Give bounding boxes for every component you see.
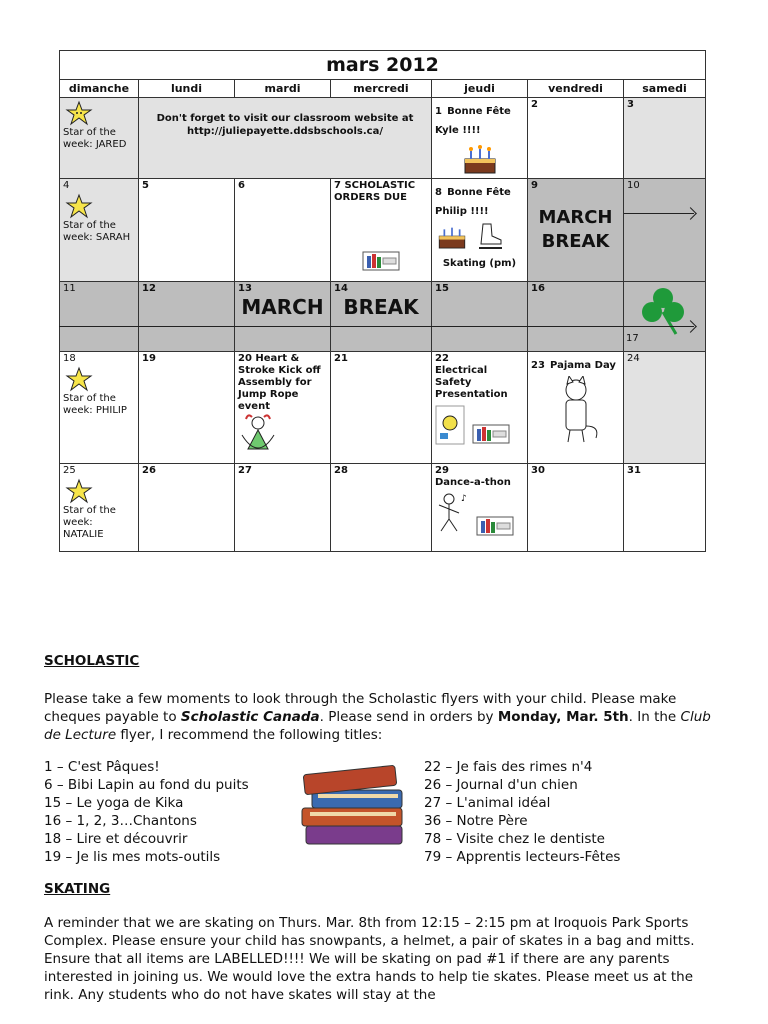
day-cell (139, 464, 235, 552)
star-of-week: Star of the week: SARAH (63, 220, 131, 243)
day-cell (624, 98, 706, 179)
day-number: 25 (63, 465, 76, 476)
books-icon (475, 513, 515, 537)
list-item: 6 – Bibi Lapin au fond du puits (44, 777, 249, 793)
list-item: 79 – Apprentis lecteurs-Fêtes (424, 849, 621, 865)
day-cell (624, 464, 706, 552)
birthday-cake-icon (460, 143, 500, 177)
star-of-week-cell (60, 179, 139, 282)
day-number: 15 (435, 283, 449, 294)
day-cell (624, 352, 706, 464)
star-of-week: Star of the week: JARED (63, 127, 127, 150)
day-header-sunday: dimanche (60, 80, 139, 98)
list-item: 36 – Notre Père (424, 813, 528, 829)
day-number: 31 (627, 465, 641, 476)
day-cell (139, 352, 235, 464)
day-number: 5 (142, 180, 149, 191)
electrical-safety-icon (435, 405, 465, 445)
newsletter-body (44, 652, 724, 1018)
scholastic-paragraph (44, 690, 724, 744)
day-cell (528, 352, 624, 464)
list-item: 15 – Le yoga de Kika (44, 795, 184, 811)
skating-paragraph: A reminder that we are skating on Thurs. Mar. 8th from 12:15 – 2:15 pm at Iroquois Park Sports Complex. Please ensure your child has snowpants, a helmet, a pair of skates in a bag and mitts. Ensure that all items are LABELLED!!!! We will be skating on pad #1 if there are any parents interested in joining us. We would love the extra hands to help tie skates. Please meet us at the rink. Any students who do not have skates will stay at the (44, 915, 695, 1003)
day-cell (331, 282, 432, 352)
book-stack-icon (292, 758, 420, 854)
list-item: 22 – Je fais des rimes n'4 (424, 759, 593, 775)
day-cell (331, 464, 432, 552)
day-number: 12 (142, 283, 156, 294)
scholastic-text: flyer, I recommend the following titles: (120, 727, 383, 743)
star-of-week-cell (60, 98, 139, 179)
skating-note: Skating (pm) (442, 258, 517, 269)
day-number: 13 (238, 283, 252, 294)
day-number: 2 (531, 99, 538, 110)
day-header-friday: vendredi (528, 80, 624, 98)
day-cell (528, 98, 624, 179)
day-number: 8 (435, 187, 442, 198)
birthday-note: Bonne Fête Philip !!!! (435, 187, 511, 217)
list-item: 1 – C'est Pâques! (44, 759, 160, 775)
electrical-safety-note: Electrical Safety Presentation (435, 365, 508, 400)
day-cell (432, 179, 528, 282)
star-icon (63, 365, 95, 393)
scholastic-orders-note: 7 SCHOLASTIC ORDERS DUE (334, 180, 416, 203)
day-number: 10 (627, 180, 640, 191)
jump-rope-note: 20 Heart & Stroke Kick off Assembly for Jump Rope event (238, 353, 321, 412)
day-number: 14 (334, 283, 348, 294)
day-number: 27 (238, 465, 252, 476)
titles-left-list (44, 758, 292, 865)
star-icon (63, 192, 95, 220)
calendar-title: mars 2012 (60, 51, 706, 80)
star-of-week: Star of the week: NATALIE (63, 505, 116, 540)
recommended-titles (44, 758, 724, 865)
day-header-monday: lundi (139, 80, 235, 98)
order-deadline: Monday, Mar. 5th (497, 709, 629, 725)
shamrock-icon (636, 284, 690, 338)
day-number: 18 (63, 353, 76, 364)
march-label: MARCH (241, 295, 324, 319)
day-number: 22 (435, 353, 449, 364)
club-de-lecture: Club de Lecture (44, 709, 711, 743)
day-cell (60, 282, 139, 352)
scholastic-text: . Please send in orders by (319, 709, 494, 725)
day-number: 23 (531, 360, 545, 371)
jump-rope-kid-icon (238, 413, 278, 459)
day-number: 19 (142, 353, 156, 364)
scholastic-text: . In the (628, 709, 677, 725)
day-cell (432, 282, 528, 352)
website-notice: Don't forget to visit our classroom website at http://juliepayette.ddsbschools.ca/ (139, 98, 432, 179)
skate-icon (475, 222, 505, 252)
books-icon (471, 421, 511, 445)
pajama-cat-icon (546, 376, 606, 446)
birthday-note: Bonne Fête Kyle !!!! (435, 106, 511, 136)
day-number: 21 (334, 353, 348, 364)
scholastic-text: Please take a few moments to look through the Scholastic flyers with your child. Please make cheques payable to (44, 691, 677, 725)
day-number: 11 (63, 283, 76, 294)
march-break-arrow (59, 326, 694, 327)
day-number: 24 (627, 353, 640, 364)
day-header-saturday: samedi (624, 80, 706, 98)
books-icon (361, 248, 401, 272)
break-label: BREAK (343, 295, 419, 319)
scholastic-heading: SCHOLASTIC (44, 653, 140, 669)
day-cell (235, 282, 331, 352)
star-icon (63, 477, 95, 505)
day-number: 16 (531, 283, 545, 294)
march-break-arrow (624, 213, 694, 214)
pajama-day-note: Pajama Day (550, 360, 616, 371)
day-header-tuesday: mardi (235, 80, 331, 98)
march-break-label: MARCH BREAK (538, 207, 613, 252)
star-of-week-cell (60, 464, 139, 552)
list-item: 19 – Je lis mes mots-outils (44, 849, 221, 865)
list-item: 18 – Lire et découvrir (44, 831, 188, 847)
day-cell (432, 98, 528, 179)
day-cell (528, 464, 624, 552)
birthday-cake-icon (435, 222, 469, 252)
day-cell (331, 352, 432, 464)
day-cell (432, 464, 528, 552)
day-cell (139, 282, 235, 352)
day-cell (624, 282, 706, 352)
day-number: 6 (238, 180, 245, 191)
star-icon (63, 99, 95, 127)
star-of-week-cell (60, 352, 139, 464)
titles-right-list (424, 758, 714, 865)
day-number: 9 (531, 180, 538, 191)
day-number: 28 (334, 465, 348, 476)
dance-a-thon-note: Dance-a-thon (435, 477, 511, 488)
day-cell (624, 179, 706, 282)
day-cell (235, 179, 331, 282)
day-number: 17 (626, 333, 639, 344)
day-cell (235, 352, 331, 464)
day-number: 29 (435, 465, 449, 476)
day-number: 1 (435, 106, 442, 117)
day-number: 3 (627, 99, 634, 110)
day-cell (139, 179, 235, 282)
scholastic-canada: Scholastic Canada (180, 709, 320, 725)
day-cell (528, 179, 624, 282)
day-number: 4 (63, 180, 70, 191)
day-number: 30 (531, 465, 545, 476)
day-cell (235, 464, 331, 552)
svg-text:♪: ♪ (461, 494, 467, 504)
day-header-wednesday: mercredi (331, 80, 432, 98)
day-cell (331, 179, 432, 282)
list-item: 26 – Journal d'un chien (424, 777, 578, 793)
skating-heading: SKATING (44, 881, 111, 897)
calendar-table (59, 50, 706, 552)
star-of-week: Star of the week: PHILIP (63, 393, 127, 416)
list-item: 78 – Visite chez le dentiste (424, 831, 605, 847)
list-item: 16 – 1, 2, 3…Chantons (44, 813, 197, 829)
day-cell (528, 282, 624, 352)
day-number: 26 (142, 465, 156, 476)
list-item: 27 – L'animal idéal (424, 795, 551, 811)
dancer-icon (435, 491, 471, 537)
day-header-thursday: jeudi (432, 80, 528, 98)
day-cell (432, 352, 528, 464)
